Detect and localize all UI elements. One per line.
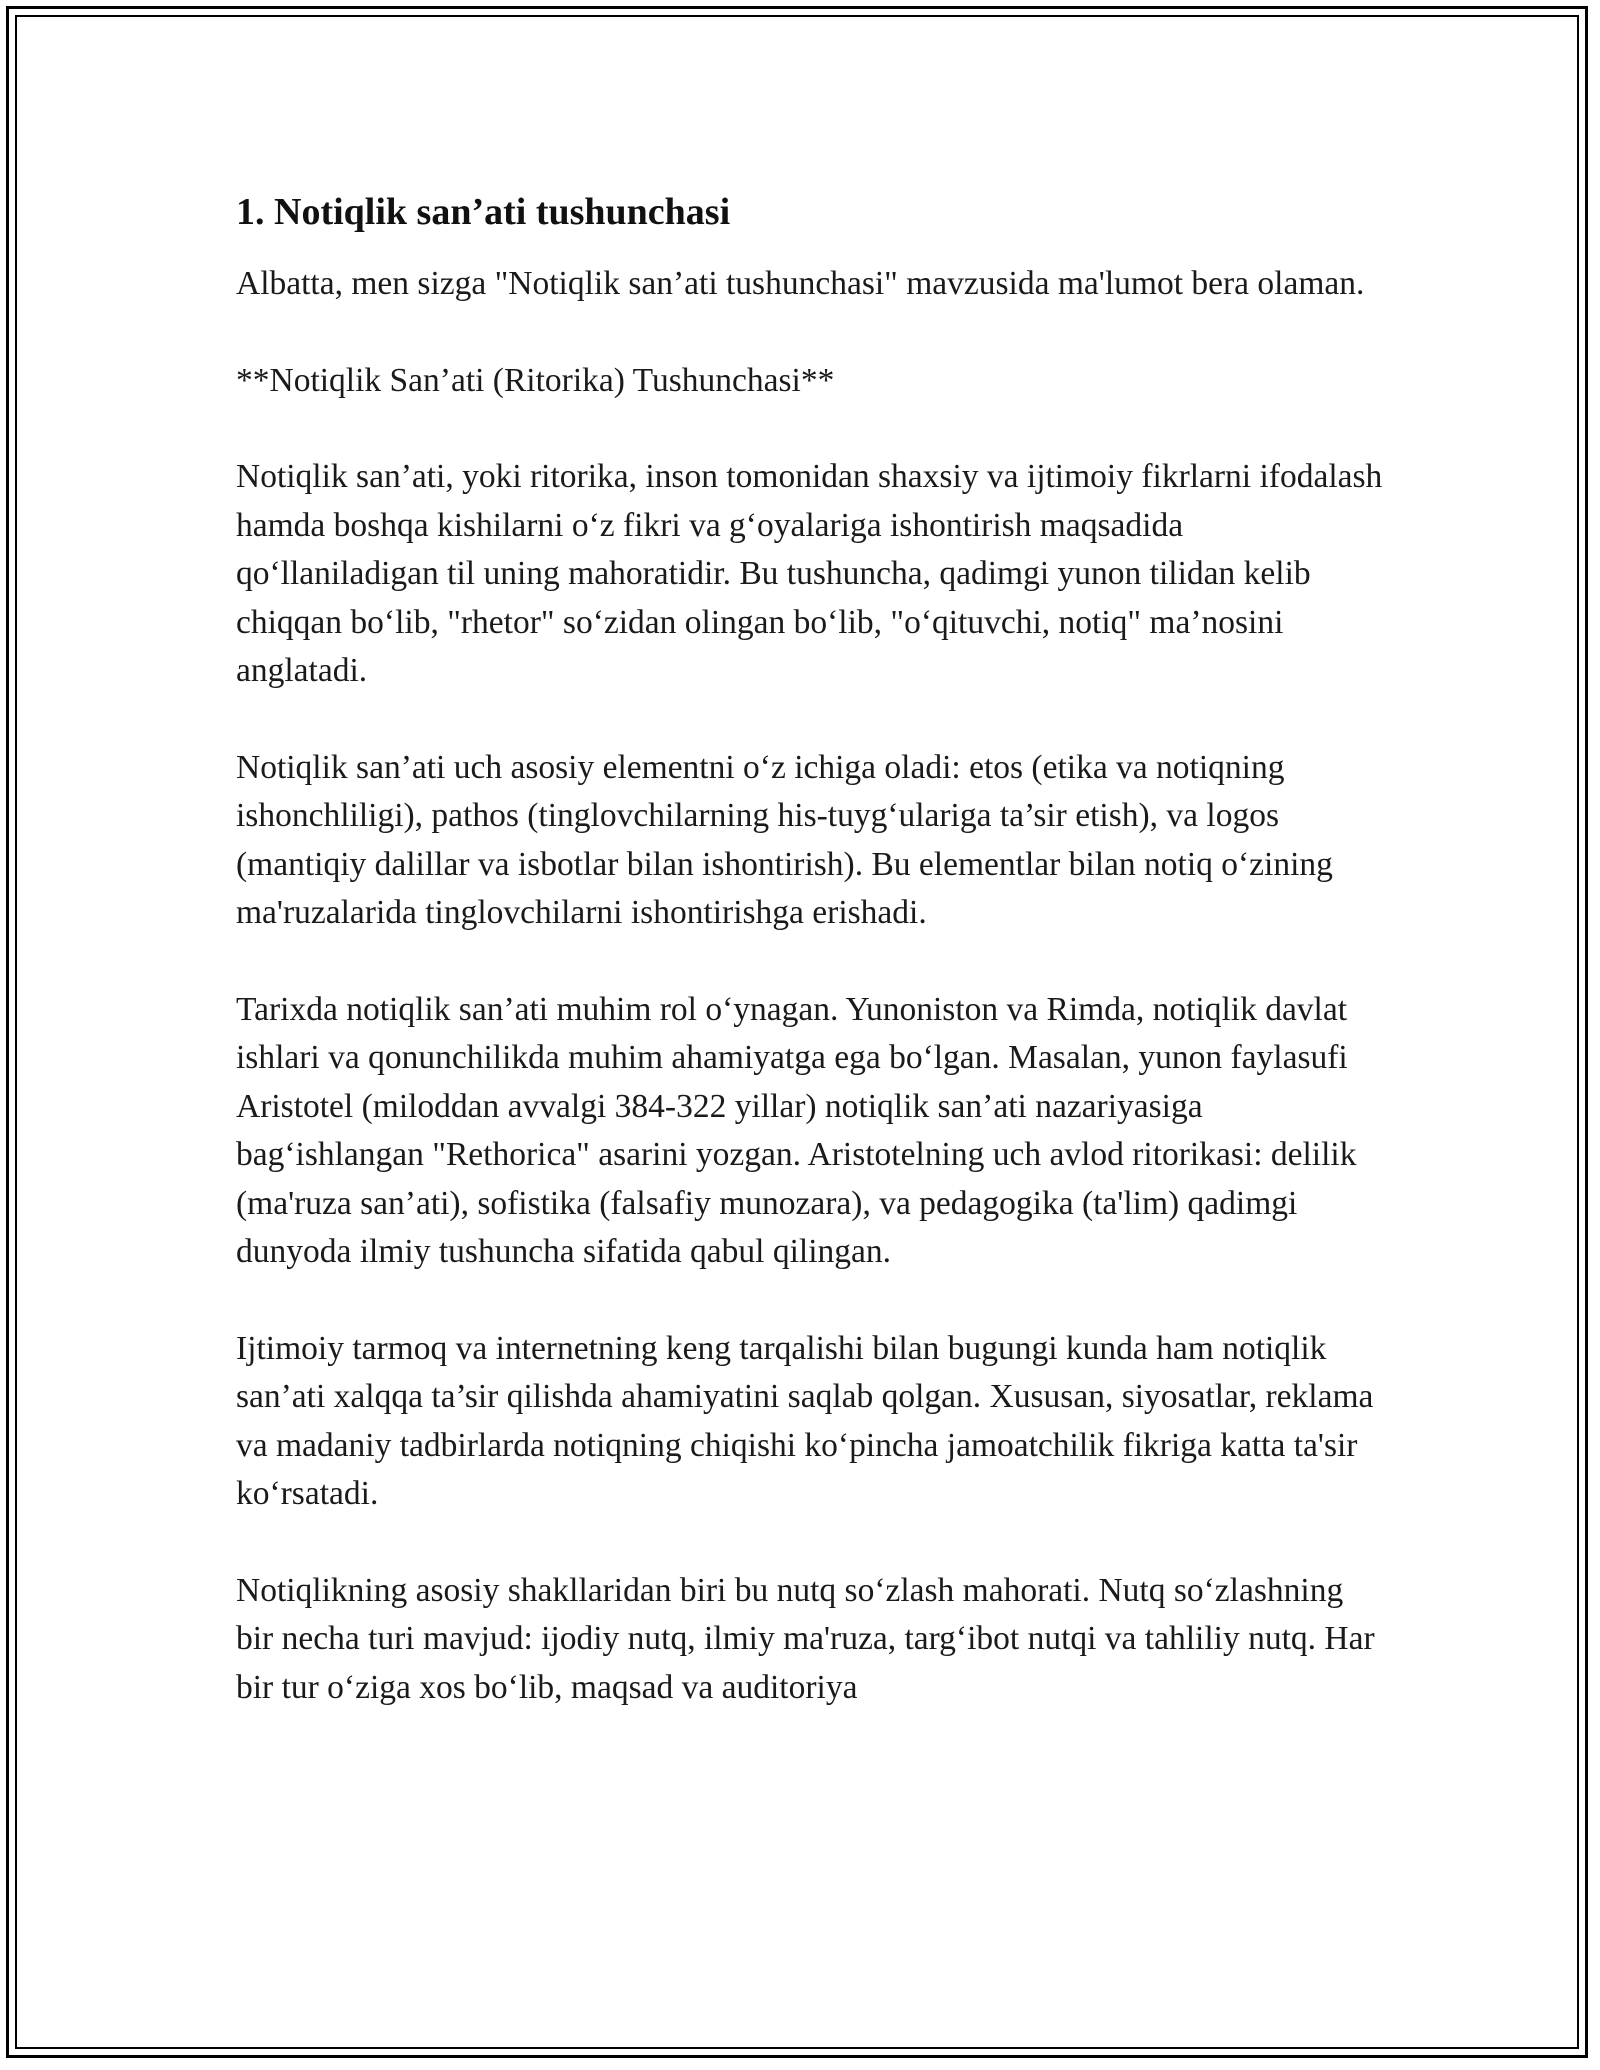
- paragraph-subtitle: **Notiqlik San’ati (Ritorika) Tushunchasi**: [236, 361, 835, 399]
- section-heading: 1. Notiqlik san’ati tushunchasi: [236, 191, 731, 233]
- paragraph-history: Tarixda notiqlik san’ati muhim rol o‘ynagan. Yunoniston va Rimda, notiqlik davlat ishlari va qonunchilikda muhim ahamiyatga ega bo‘lgan. Masalan, yunon faylasufi Aristotel (miloddan avvalgi 384-322 yillar) notiqlik san’ati nazariyasiga bag‘ishlangan "Rethorica" asarini yozgan. Aristotelning uch avlod ritorikasi: delilik (ma'ruza san’ati), sofistika (falsafiy munozara), va pedagogika (ta'lim) qadimgi dunyoda ilmiy tushuncha sifatida qabul qilingan.: [236, 990, 1357, 1270]
- paragraph-intro: Albatta, men sizga "Notiqlik san’ati tushunchasi" mavzusida ma'lumot bera olaman.: [236, 265, 1365, 302]
- paragraph-definition: Notiqlik san’ati, yoki ritorika, inson tomonidan shaxsiy va ijtimoiy fikrlarni ifodalash hamda boshqa kishilarni o‘z fikri va g‘oyalariga ishontirish maqsadida qo‘llaniladigan til uning mahoratidir. Bu tushuncha, qadimgi yunon tilidan kelib chiqqan bo‘lib, "rhetor" so‘zidan olingan bo‘lib, "o‘qituvchi, notiq" ma’nosini anglatadi.: [236, 458, 1383, 689]
- paragraph-elements: Notiqlik san’ati uch asosiy elementni o‘z ichiga oladi: etos (etika va notiqning ishonchliligi), pathos (tinglovchilarning his-tuyg‘ulariga ta’sir etish), va logos (mantiqiy dalillar va isbotlar bilan ishontirish). Bu elementlar bilan notiq o‘zining ma'ruzalarida tinglovchilarni ishontirishga erishadi.: [236, 748, 1333, 931]
- document-body: [236, 188, 1386, 1760]
- paragraph-modern: Ijtimoiy tarmoq va internetning keng tarqalishi bilan bugungi kunda ham notiqlik san’ati xalqqa ta’sir qilishda ahamiyatini saqlab qolgan. Xususan, siyosatlar, reklama va madaniy tadbirlarda notiqning chiqishi ko‘pincha jamoatchilik fikriga katta ta'sir ko‘rsatadi.: [236, 1329, 1374, 1512]
- paragraph-speech-forms: Notiqlikning asosiy shakllaridan biri bu nutq so‘zlash mahorati. Nutq so‘zlashning bir necha turi mavjud: ijodiy nutq, ilmiy ma'ruza, targ‘ibot nutqi va tahliliy nutq. Har bir tur o‘ziga xos bo‘lib, maqsad va auditoriya: [236, 1571, 1375, 1706]
